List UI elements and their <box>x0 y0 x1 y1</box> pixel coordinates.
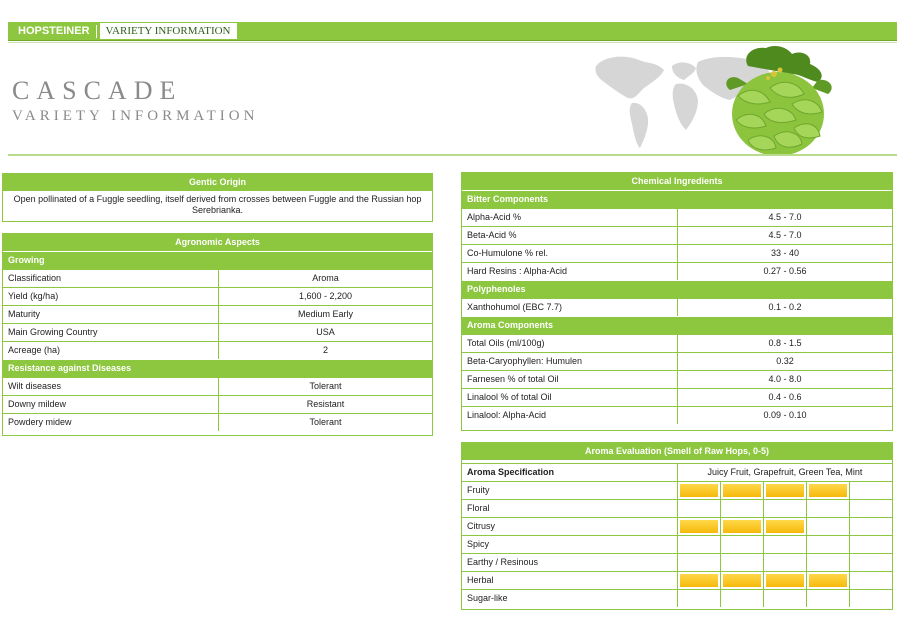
table-row <box>462 388 892 406</box>
row-label: Linalool % of total Oil <box>462 389 678 406</box>
row-value: Resistant <box>306 399 345 409</box>
agronomic-panel <box>2 233 433 436</box>
row-label: Main Growing Country <box>3 324 219 341</box>
rating-bar-filled <box>764 482 807 499</box>
aroma-rating-row <box>462 535 892 553</box>
table-row <box>462 208 892 226</box>
table-row <box>462 298 892 316</box>
rating-bar-empty <box>721 536 764 553</box>
row-value: 4.0 - 8.0 <box>768 374 802 384</box>
aroma-rating-scale <box>678 572 892 589</box>
growing-section-label: Growing <box>3 251 432 269</box>
rating-bar-filled <box>721 518 764 535</box>
rating-bar-filled <box>721 572 764 589</box>
chemical-heading: Chemical Ingredients <box>462 173 892 190</box>
row-value: 0.1 - 0.2 <box>768 302 802 312</box>
aroma-spec-value: Juicy Fruit, Grapefruit, Green Tea, Mint <box>707 467 863 477</box>
aroma-spec-row <box>462 463 892 481</box>
row-value: Aroma <box>312 273 339 283</box>
genetic-origin-panel <box>2 173 433 222</box>
rating-bar-filled <box>678 518 721 535</box>
table-row <box>3 305 432 323</box>
genetic-origin-text: Open pollinated of a Fuggle seedling, itself derived from crosses between Fuggle and the Russian hop Serebrianka. <box>13 194 422 215</box>
rating-bar-empty <box>678 590 721 607</box>
aroma-rating-scale <box>678 590 892 607</box>
aroma-rating-label: Spicy <box>462 536 678 553</box>
row-label: Maturity <box>3 306 219 323</box>
row-value: 4.5 - 7.0 <box>768 230 802 240</box>
row-label: Powdery midew <box>3 414 219 431</box>
row-value: 0.8 - 1.5 <box>768 338 802 348</box>
row-value: Tolerant <box>309 381 342 391</box>
row-label: Wilt diseases <box>3 378 219 395</box>
rating-bar-filled <box>764 572 807 589</box>
table-row <box>462 244 892 262</box>
rating-bar-filled <box>721 482 764 499</box>
rating-bar-empty <box>807 590 850 607</box>
table-row <box>462 334 892 352</box>
resistance-section-label: Resistance against Diseases <box>3 359 432 377</box>
rating-bar-empty <box>850 590 892 607</box>
brand-divider <box>96 25 97 38</box>
row-value: 0.4 - 0.6 <box>768 392 802 402</box>
aroma-rating-scale <box>678 554 892 571</box>
aroma-rating-scale <box>678 482 892 499</box>
row-label: Yield (kg/ha) <box>3 288 219 305</box>
rating-bar-empty <box>764 554 807 571</box>
hop-cone-image <box>708 44 843 156</box>
row-label: Xanthohumol (EBC 7.7) <box>462 299 678 316</box>
row-value: 2 <box>322 345 328 355</box>
aroma-evaluation-panel <box>461 442 893 610</box>
row-value: 0.09 - 0.10 <box>763 410 807 420</box>
brand-name: HOPSTEINER <box>18 25 90 37</box>
rating-bar-empty <box>807 500 850 517</box>
aroma-rating-row <box>462 517 892 535</box>
header-bar <box>8 22 897 41</box>
table-row <box>462 352 892 370</box>
table-row <box>3 269 432 287</box>
row-label: Acreage (ha) <box>3 342 219 359</box>
row-label: Beta-Acid % <box>462 227 678 244</box>
header-rule <box>8 154 897 156</box>
aroma-rating-label: Herbal <box>462 572 678 589</box>
rating-bar-empty <box>764 536 807 553</box>
rating-bar-empty <box>807 536 850 553</box>
rating-bar-empty <box>807 518 850 535</box>
rating-bar-filled <box>678 572 721 589</box>
row-value: 33 - 40 <box>770 248 800 258</box>
table-row <box>462 226 892 244</box>
rating-bar-empty <box>850 518 892 535</box>
row-label: Total Oils (ml/100g) <box>462 335 678 352</box>
table-row <box>3 341 432 359</box>
rating-bar-empty <box>850 554 892 571</box>
row-label: Classification <box>3 270 219 287</box>
genetic-origin-heading: Gentic Origin <box>3 174 432 191</box>
aroma-rating-scale <box>678 536 892 553</box>
row-label: Hard Resins : Alpha-Acid <box>462 263 678 280</box>
rating-bar-filled <box>678 482 721 499</box>
polyphenoles-section-label: Polyphenoles <box>462 280 892 298</box>
row-value: 0.32 <box>776 356 794 366</box>
rating-bar-empty <box>678 536 721 553</box>
row-value: Medium Early <box>297 309 353 319</box>
table-row <box>3 323 432 341</box>
rating-bar-filled <box>807 482 850 499</box>
aroma-rating-row <box>462 571 892 589</box>
aroma-rating-label: Sugar-like <box>462 590 678 607</box>
chemical-panel <box>461 172 893 431</box>
rating-bar-empty <box>721 590 764 607</box>
rating-bar-empty <box>678 554 721 571</box>
rating-bar-filled <box>764 518 807 535</box>
row-label: Beta-Caryophyllen: Humulen <box>462 353 678 370</box>
table-row <box>3 413 432 431</box>
table-row <box>3 395 432 413</box>
page-title: CASCADE <box>12 76 183 105</box>
rating-bar-filled <box>807 572 850 589</box>
table-row <box>3 287 432 305</box>
aroma-components-section-label: Aroma Components <box>462 316 892 334</box>
row-label: Linalool: Alpha-Acid <box>462 407 678 424</box>
rating-bar-empty <box>678 500 721 517</box>
rating-bar-empty <box>850 536 892 553</box>
table-row <box>462 370 892 388</box>
row-value: USA <box>316 327 335 337</box>
page-subtitle: VARIETY INFORMATION <box>12 108 259 124</box>
aroma-rating-row <box>462 553 892 571</box>
aroma-rating-scale <box>678 518 892 535</box>
rating-bar-empty <box>764 500 807 517</box>
aroma-rating-label: Fruity <box>462 482 678 499</box>
row-label: Farnesen % of total Oil <box>462 371 678 388</box>
agronomic-heading: Agronomic Aspects <box>3 234 432 251</box>
aroma-rating-row <box>462 589 892 607</box>
aroma-rating-label: Earthy / Resinous <box>462 554 678 571</box>
rating-bar-empty <box>721 500 764 517</box>
header-divider <box>8 42 897 43</box>
aroma-rating-label: Floral <box>462 500 678 517</box>
aroma-rating-row <box>462 481 892 499</box>
rating-bar-empty <box>721 554 764 571</box>
row-label: Co-Humulone % rel. <box>462 245 678 262</box>
bitter-section-label: Bitter Components <box>462 190 892 208</box>
aroma-spec-label: Aroma Specification <box>462 464 678 481</box>
row-value: 0.27 - 0.56 <box>763 266 807 276</box>
rating-bar-empty <box>850 482 892 499</box>
row-label: Downy mildew <box>3 396 219 413</box>
aroma-rating-label: Citrusy <box>462 518 678 535</box>
rating-bar-empty <box>850 500 892 517</box>
aroma-evaluation-heading: Aroma Evaluation (Smell of Raw Hops, 0-5) <box>462 443 892 460</box>
row-label: Alpha-Acid % <box>462 209 678 226</box>
table-row <box>462 262 892 280</box>
aroma-rating-scale <box>678 500 892 517</box>
rating-bar-empty <box>807 554 850 571</box>
rating-bar-empty <box>850 572 892 589</box>
aroma-rating-row <box>462 499 892 517</box>
header-section-label: VARIETY INFORMATION <box>100 23 237 39</box>
row-value: 1,600 - 2,200 <box>298 291 353 301</box>
table-row <box>3 377 432 395</box>
row-value: 4.5 - 7.0 <box>768 212 802 222</box>
table-row <box>462 406 892 424</box>
rating-bar-empty <box>764 590 807 607</box>
row-value: Tolerant <box>309 417 342 427</box>
